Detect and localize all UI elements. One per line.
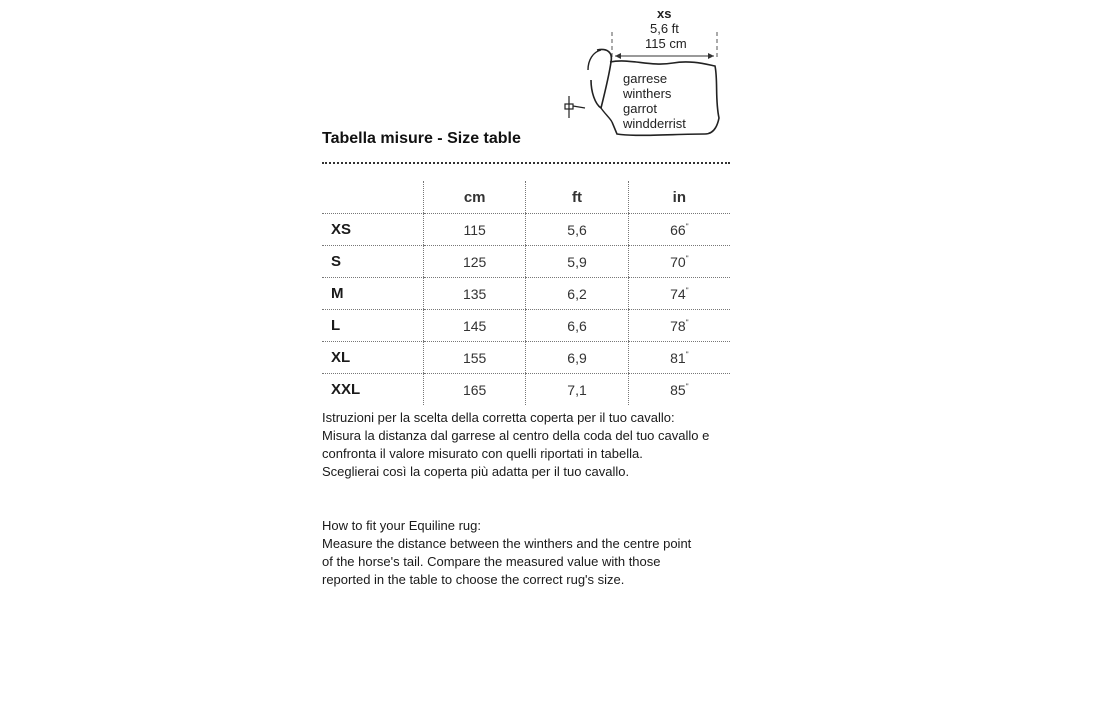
table-header-cell: in xyxy=(628,181,730,214)
size-cell: L xyxy=(322,310,423,342)
table-header-cell: ft xyxy=(526,181,628,214)
instructions-italian xyxy=(322,409,742,481)
in-cell: 78" xyxy=(628,310,730,342)
in-value: 78 xyxy=(670,317,686,334)
diagram-length-ft: 5,6 ft xyxy=(650,21,679,36)
withers-label-de: windderrist xyxy=(623,116,686,131)
diagram-length-cm: 115 cm xyxy=(645,36,687,51)
ft-cell: 6,9 xyxy=(526,342,628,374)
size-cell: S xyxy=(322,246,423,278)
in-value: 81 xyxy=(670,349,686,366)
ft-cell: 5,6 xyxy=(526,214,628,246)
table-row xyxy=(322,310,730,342)
instructions-line: Measure the distance between the winthers and the centre point xyxy=(322,536,692,551)
in-value: 66 xyxy=(670,221,686,238)
instructions-line: reported in the table to choose the correct rug's size. xyxy=(322,572,625,587)
ft-cell: 7,1 xyxy=(526,374,628,406)
table-header-row xyxy=(322,181,730,214)
withers-label-en: winthers xyxy=(623,86,672,101)
instructions-line: How to fit your Equiline rug: xyxy=(322,518,481,533)
table-row xyxy=(322,214,730,246)
in-cell: 85" xyxy=(628,374,730,406)
instructions-line: confronta il valore misurato con quelli riportati in tabella. xyxy=(322,446,643,461)
table-row xyxy=(322,246,730,278)
cm-cell: 135 xyxy=(423,278,525,310)
diagram-size-label: xs xyxy=(657,6,672,21)
size-cell: M xyxy=(322,278,423,310)
in-value: 70 xyxy=(670,253,686,270)
withers-label-it: garrese xyxy=(623,71,668,86)
table-header-cell xyxy=(322,181,423,214)
instructions-line: of the horse's tail. Compare the measured value with those xyxy=(322,554,661,569)
cm-cell: 165 xyxy=(423,374,525,406)
rug-diagram xyxy=(555,0,735,150)
in-cell: 81" xyxy=(628,342,730,374)
instructions-english xyxy=(322,517,742,589)
table-header-cell: cm xyxy=(423,181,525,214)
in-value: 74 xyxy=(670,285,686,302)
page-title: Tabella misure - Size table xyxy=(322,130,521,147)
ft-cell: 5,9 xyxy=(526,246,628,278)
size-cell: XXL xyxy=(331,381,361,398)
size-table xyxy=(322,181,730,405)
instructions-line: Misura la distanza dal garrese al centro della coda del tuo cavallo e xyxy=(322,428,710,443)
table-row xyxy=(322,374,730,406)
in-cell: 70" xyxy=(628,246,730,278)
cm-cell: 155 xyxy=(423,342,525,374)
in-cell: 74" xyxy=(628,278,730,310)
in-value: 85 xyxy=(670,381,686,398)
instructions-line: Sceglierai così la coperta più adatta per il tuo cavallo. xyxy=(322,464,630,479)
ft-cell: 6,6 xyxy=(526,310,628,342)
size-cell: XL xyxy=(322,342,423,374)
cm-cell: 145 xyxy=(423,310,525,342)
table-row xyxy=(322,342,730,374)
table-row xyxy=(322,278,730,310)
in-cell: 66" xyxy=(628,214,730,246)
title-divider xyxy=(322,162,730,164)
size-cell: XS xyxy=(322,214,423,246)
instructions-line: Istruzioni per la scelta della corretta coperta per il tuo cavallo: xyxy=(322,410,675,425)
cm-cell: 125 xyxy=(423,246,525,278)
cm-cell: 115 xyxy=(423,214,525,246)
withers-label-fr: garrot xyxy=(623,101,657,116)
ft-cell: 6,2 xyxy=(526,278,628,310)
